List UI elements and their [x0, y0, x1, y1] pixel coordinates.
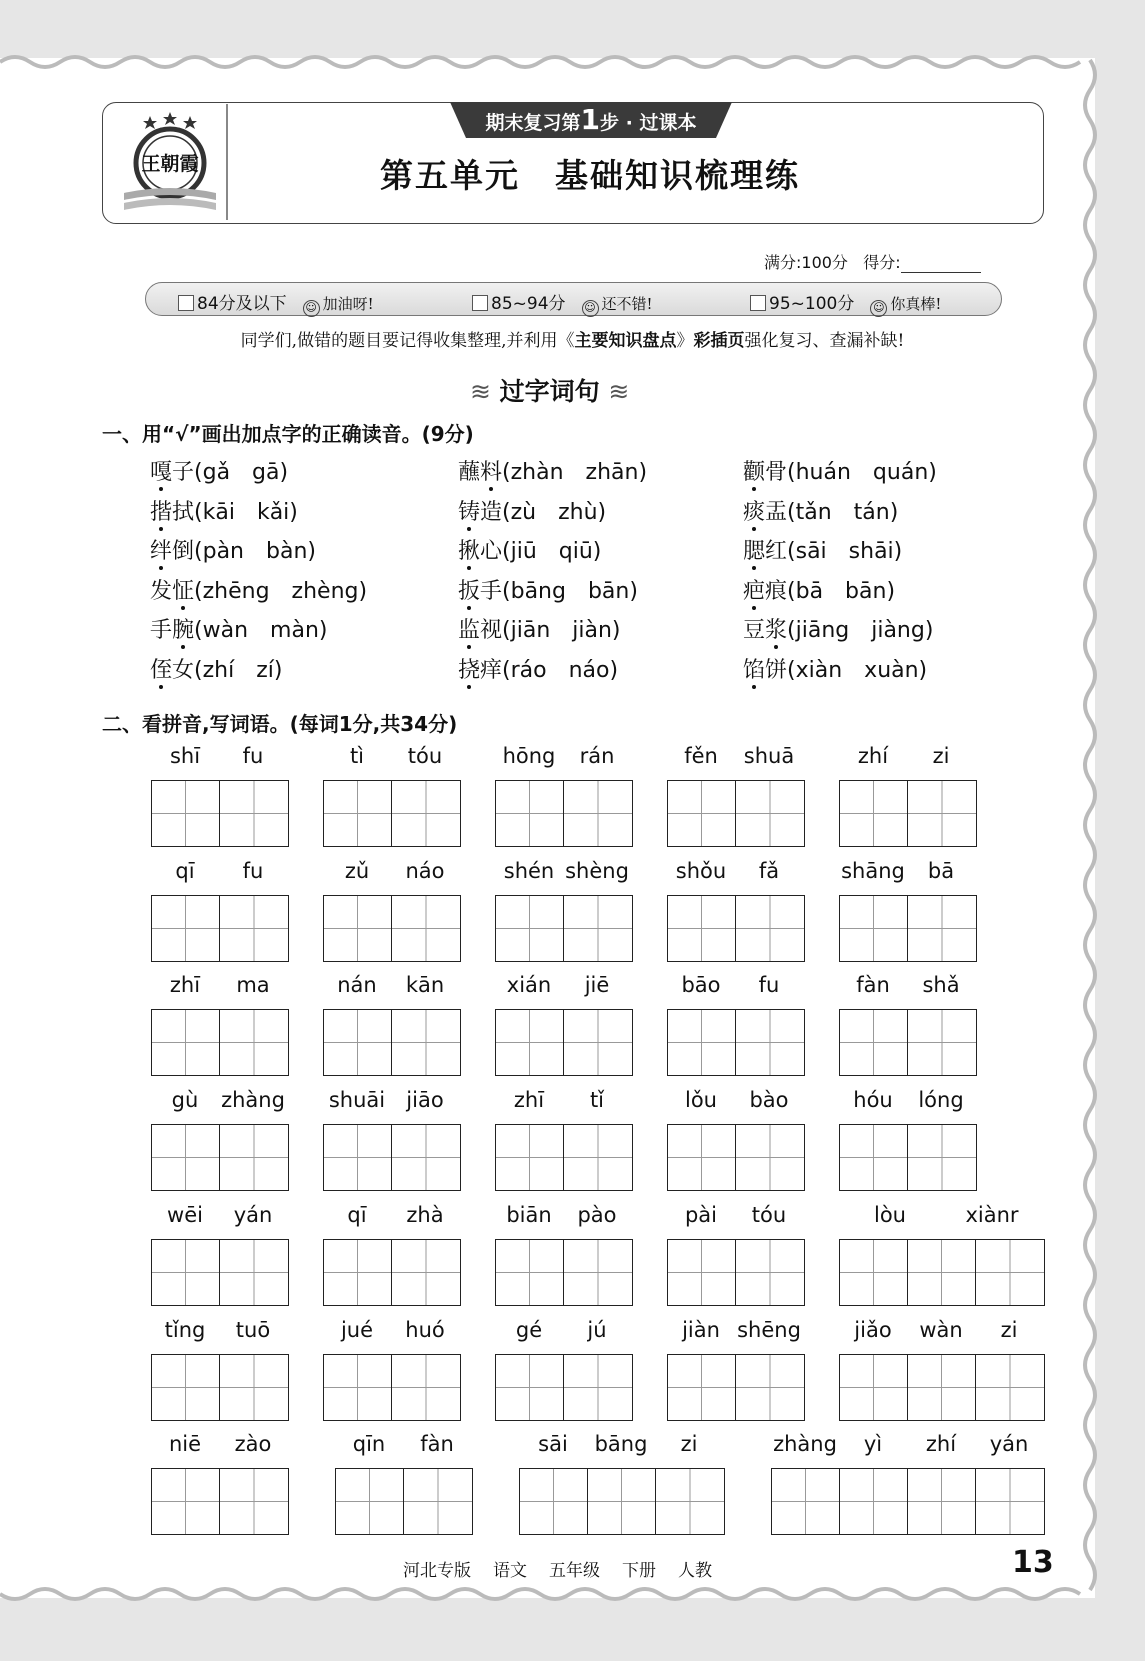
step-tab-num: 1 — [580, 103, 601, 136]
pinyin-syllable: fàn — [420, 1432, 454, 1456]
q1-item[interactable] — [743, 613, 933, 644]
writing-cell[interactable] — [668, 1010, 736, 1075]
q1-item[interactable] — [458, 613, 621, 644]
rating-item — [178, 289, 374, 317]
writing-grid[interactable] — [519, 1468, 725, 1535]
writing-grid[interactable] — [839, 1124, 977, 1191]
q1-py: (bā bān) — [787, 578, 896, 604]
q1-pre: 发 — [150, 578, 173, 604]
q1-post: 手 — [480, 578, 503, 604]
pinyin-syllable: zhí — [925, 1432, 957, 1456]
writing-cell[interactable] — [496, 1240, 564, 1305]
pinyin-syllable: tǐng — [164, 1318, 206, 1342]
q1-dot: 扳 — [458, 578, 481, 604]
tip-part: 同学们,做错的题目要记得收集整理,并利用《 — [240, 331, 575, 351]
pinyin-syllable: nán — [337, 973, 377, 997]
pinyin-syllable: tóu — [407, 744, 443, 768]
writing-cell[interactable] — [908, 1240, 976, 1305]
q1-post: 倒 — [172, 539, 195, 565]
writing-cell[interactable] — [908, 781, 976, 846]
pinyin-syllable: zǔ — [344, 859, 370, 883]
rating-cheer: 你真棒! — [890, 295, 942, 313]
writing-cell[interactable] — [564, 896, 632, 961]
pinyin-syllable: pài — [684, 1203, 718, 1227]
q1-post: 盂 — [765, 499, 788, 525]
writing-cell[interactable] — [668, 896, 736, 961]
pinyin-syllable: shǒu — [675, 859, 727, 883]
q1-py: (zhàn zhān) — [502, 460, 648, 485]
rating-item — [472, 289, 653, 317]
writing-grid[interactable] — [667, 1124, 805, 1191]
page-title: 第五单元 基础知识梳理练 — [380, 156, 800, 195]
q1-py: (pàn bàn) — [194, 539, 316, 565]
q1-item[interactable] — [458, 534, 601, 565]
footer-volume: 下册 — [622, 1561, 656, 1581]
pinyin-syllable: fu — [758, 973, 780, 997]
q1-dot: 绊 — [150, 539, 173, 565]
writing-cell[interactable] — [908, 1469, 976, 1534]
tip-part: 》 — [676, 331, 694, 351]
pinyin-syllable: tóu — [751, 1203, 787, 1227]
q1-post: 痒 — [480, 658, 503, 683]
pinyin-syllable: shèng — [565, 859, 629, 883]
pinyin-syllable: fàn — [856, 973, 890, 997]
q1-item[interactable] — [458, 455, 647, 486]
writing-cell[interactable] — [152, 1125, 220, 1190]
writing-cell[interactable] — [496, 1125, 564, 1190]
writing-cell[interactable] — [736, 781, 804, 846]
pinyin-syllable: shāng — [841, 859, 905, 883]
writing-cell[interactable] — [392, 1240, 460, 1305]
writing-cell[interactable] — [840, 1125, 908, 1190]
q1-py: (sāi shāi) — [787, 539, 903, 565]
writing-cell[interactable] — [564, 1240, 632, 1305]
writing-grid[interactable] — [495, 895, 633, 962]
pinyin-syllable: zhàng — [773, 1432, 837, 1456]
writing-cell[interactable] — [324, 896, 392, 961]
logo-divider — [226, 104, 228, 220]
wave-deco-icon: ≋ — [470, 377, 491, 406]
wave-deco-icon: ≋ — [608, 377, 630, 406]
writing-grid[interactable] — [151, 1239, 289, 1306]
rating-range: 85~94分 — [491, 294, 566, 314]
pinyin-syllable: zi — [932, 744, 950, 768]
pinyin-syllable: wàn — [919, 1318, 963, 1342]
writing-cell[interactable] — [976, 1469, 1044, 1534]
writing-cell[interactable] — [324, 1355, 392, 1420]
pinyin-syllable: bā — [927, 859, 955, 883]
writing-grid[interactable] — [151, 1009, 289, 1076]
writing-cell[interactable] — [392, 1010, 460, 1075]
writing-grid[interactable] — [151, 895, 289, 962]
writing-cell[interactable] — [220, 1240, 288, 1305]
step-tab-pre: 期末复习第 — [485, 112, 581, 134]
q1-pre: 豆 — [743, 618, 766, 644]
pinyin-syllable: zào — [234, 1432, 272, 1456]
writing-cell[interactable] — [152, 1240, 220, 1305]
pinyin-syllable: bào — [749, 1088, 789, 1112]
writing-cell[interactable] — [564, 1010, 632, 1075]
writing-grid[interactable] — [667, 1239, 805, 1306]
q1-item[interactable] — [150, 534, 316, 565]
writing-grid[interactable] — [323, 1009, 461, 1076]
tip-text — [150, 326, 995, 351]
pinyin-syllable: lǒu — [685, 1088, 717, 1112]
writing-grid[interactable] — [839, 1239, 1045, 1306]
writing-cell[interactable] — [668, 1240, 736, 1305]
writing-grid[interactable] — [495, 1354, 633, 1421]
pinyin-syllable: kān — [405, 973, 445, 997]
pinyin-syllable: niē — [168, 1432, 202, 1456]
writing-cell[interactable] — [840, 1469, 908, 1534]
q1-dot: 馅 — [743, 658, 766, 683]
writing-cell[interactable] — [324, 1010, 392, 1075]
writing-cell[interactable] — [736, 1240, 804, 1305]
face-icon: ☺ — [303, 300, 320, 317]
writing-cell[interactable] — [152, 781, 220, 846]
q1-dot: 铸 — [458, 499, 481, 525]
q1-dot: 监 — [458, 618, 481, 644]
writing-cell[interactable] — [668, 1125, 736, 1190]
footer-grade: 五年级 — [549, 1561, 600, 1581]
pinyin-syllable: pào — [577, 1203, 617, 1227]
writing-cell[interactable] — [152, 1355, 220, 1420]
face-icon: ☺ — [870, 300, 887, 317]
q1-py: (zhí zí) — [194, 658, 283, 683]
q1-item[interactable] — [150, 495, 298, 526]
q1-item[interactable] — [743, 534, 902, 565]
q1-dot: 料 — [480, 460, 503, 485]
tip-bold: 彩插页 — [693, 331, 745, 351]
q2-heading: 二、看拼音,写词语。(每词1分,共34分) — [102, 712, 458, 736]
q1-heading: 一、用“√”画出加点字的正确读音。(9分) — [102, 422, 474, 446]
writing-grid[interactable] — [323, 780, 461, 847]
writing-cell[interactable] — [324, 781, 392, 846]
pinyin-syllable: yì — [863, 1432, 883, 1456]
q1-py: (jiān jiàn) — [502, 618, 621, 644]
q1-dot: 嘎 — [150, 460, 173, 485]
q1-dot: 怔 — [172, 578, 195, 604]
pinyin-syllable: rán — [579, 744, 615, 768]
writing-cell[interactable] — [976, 1240, 1044, 1305]
pinyin-syllable: tǐ — [589, 1088, 605, 1112]
q1-py: (zhēng zhèng) — [194, 578, 368, 604]
q1-pre: 手 — [150, 618, 173, 644]
writing-cell[interactable] — [564, 781, 632, 846]
writing-cell[interactable] — [656, 1469, 724, 1534]
rating-band — [145, 282, 1002, 316]
q1-py: (bāng bān) — [502, 578, 638, 604]
q1-pre: 蘸 — [458, 460, 481, 485]
pinyin-syllable: jiē — [584, 973, 610, 997]
tip-part: 强化复习、查漏补缺! — [744, 331, 905, 351]
rating-range: 84分及以下 — [197, 294, 287, 314]
q1-post: 视 — [480, 618, 503, 644]
writing-cell[interactable] — [840, 1355, 908, 1420]
pinyin-syllable: zhà — [406, 1203, 444, 1227]
writing-cell[interactable] — [736, 1010, 804, 1075]
pinyin-syllable: yán — [989, 1432, 1029, 1456]
pinyin-syllable: hóu — [853, 1088, 893, 1112]
writing-grid[interactable] — [839, 1354, 1045, 1421]
q1-post: 骨 — [765, 460, 788, 485]
pinyin-syllable: biān — [506, 1203, 552, 1227]
q1-py: (wàn màn) — [194, 618, 328, 644]
page-number: 13 — [1012, 1545, 1054, 1580]
q1-py: (kāi kǎi) — [194, 499, 298, 525]
writing-cell[interactable] — [152, 1469, 220, 1534]
full-score-label: 满分:100分 — [764, 253, 848, 272]
section-title-text: 过字词句 — [499, 377, 600, 406]
writing-cell[interactable] — [520, 1469, 588, 1534]
footer-subject: 语文 — [493, 1561, 527, 1581]
writing-grid[interactable] — [495, 780, 633, 847]
pinyin-syllable: fu — [242, 859, 264, 883]
writing-cell[interactable] — [668, 1355, 736, 1420]
pinyin-syllable: shuā — [743, 744, 795, 768]
pinyin-syllable: tuō — [235, 1318, 271, 1342]
pinyin-syllable: ma — [236, 973, 270, 997]
writing-grid[interactable] — [667, 1354, 805, 1421]
writing-grid[interactable] — [151, 780, 289, 847]
q1-py: (gǎ gā) — [194, 460, 289, 485]
face-icon: ☺ — [582, 300, 599, 317]
writing-cell[interactable] — [392, 1355, 460, 1420]
pinyin-syllable: jú — [587, 1318, 607, 1342]
pinyin-syllable: shǎ — [922, 973, 960, 997]
writing-cell[interactable] — [220, 1355, 288, 1420]
writing-cell[interactable] — [496, 781, 564, 846]
q1-dot: 腕 — [172, 618, 195, 644]
pinyin-syllable: tì — [349, 744, 365, 768]
writing-grid[interactable] — [839, 895, 977, 962]
writing-cell[interactable] — [668, 781, 736, 846]
q1-py: (zù zhù) — [502, 499, 607, 525]
q1-dot: 疤 — [743, 578, 766, 604]
svg-text:王朝霞: 王朝霞 — [141, 153, 199, 175]
pinyin-syllable: fěn — [684, 744, 718, 768]
writing-grid[interactable] — [495, 1009, 633, 1076]
pinyin-syllable: gé — [515, 1318, 543, 1342]
q1-post: 心 — [480, 539, 503, 565]
writing-cell[interactable] — [496, 1355, 564, 1420]
q1-dot: 揪 — [458, 539, 481, 565]
writing-cell[interactable] — [564, 1125, 632, 1190]
q1-item[interactable] — [150, 613, 327, 644]
pinyin-syllable: gù — [171, 1088, 199, 1112]
writing-cell[interactable] — [976, 1355, 1044, 1420]
q1-item[interactable] — [458, 495, 606, 526]
score-blank[interactable] — [901, 256, 981, 273]
q1-item[interactable] — [743, 653, 927, 684]
q1-py: (jiāng jiàng) — [787, 618, 934, 644]
pinyin-syllable: náo — [405, 859, 445, 883]
q1-post: 饼 — [765, 658, 788, 683]
pinyin-syllable: bāo — [681, 973, 721, 997]
pinyin-syllable: bāng — [594, 1432, 648, 1456]
pinyin-syllable: qī — [347, 1203, 367, 1227]
q1-py: (jiū qiū) — [502, 539, 602, 565]
pinyin-syllable: wēi — [167, 1203, 203, 1227]
writing-cell[interactable] — [220, 1469, 288, 1534]
q1-py: (tǎn tán) — [787, 499, 899, 525]
pinyin-syllable: zhī — [513, 1088, 545, 1112]
pinyin-syllable: fǎ — [758, 859, 780, 883]
q1-item[interactable] — [458, 574, 638, 605]
pinyin-syllable: qī — [175, 859, 195, 883]
q1-item[interactable] — [743, 574, 895, 605]
pinyin-syllable: shén — [503, 859, 555, 883]
step-tab-post: 步 · 过课本 — [600, 112, 697, 134]
writing-cell[interactable] — [404, 1469, 472, 1534]
writing-cell[interactable] — [840, 1010, 908, 1075]
writing-cell[interactable] — [220, 781, 288, 846]
pinyin-syllable: xián — [506, 973, 552, 997]
writing-cell[interactable] — [152, 1010, 220, 1075]
pinyin-syllable: zhī — [169, 973, 201, 997]
writing-cell[interactable] — [736, 1125, 804, 1190]
writing-cell[interactable] — [588, 1469, 656, 1534]
pinyin-syllable: jiāo — [406, 1088, 444, 1112]
rating-checkbox[interactable] — [750, 295, 766, 311]
pinyin-syllable: sāi — [538, 1432, 568, 1456]
pinyin-syllable: lóng — [918, 1088, 964, 1112]
writing-grid[interactable] — [495, 1239, 633, 1306]
writing-cell[interactable] — [840, 896, 908, 961]
pinyin-syllable: jiǎo — [854, 1318, 892, 1342]
step-tab — [450, 102, 732, 138]
q1-post: 造 — [480, 499, 503, 525]
pinyin-syllable: qīn — [352, 1432, 386, 1456]
q1-post: 子 — [172, 460, 195, 485]
writing-grid[interactable] — [839, 1009, 977, 1076]
writing-cell[interactable] — [908, 1125, 976, 1190]
pinyin-syllable: hōng — [502, 744, 556, 768]
pinyin-syllable: zhàng — [221, 1088, 285, 1112]
pinyin-syllable: shuāi — [328, 1088, 386, 1112]
q1-py: (ráo náo) — [502, 658, 619, 683]
q1-py: (xiàn xuàn) — [787, 658, 928, 683]
q1-item[interactable] — [458, 653, 618, 684]
footer — [403, 1556, 734, 1581]
writing-cell[interactable] — [220, 1010, 288, 1075]
rating-cheer: 还不错! — [601, 295, 653, 313]
pinyin-syllable: zi — [680, 1432, 698, 1456]
tip-bold: 主要知识盘点 — [574, 331, 677, 351]
score-line — [764, 250, 981, 273]
q1-post: 拭 — [172, 499, 195, 525]
pinyin-syllable: jiàn — [682, 1318, 720, 1342]
writing-cell[interactable] — [908, 1010, 976, 1075]
writing-cell[interactable] — [840, 781, 908, 846]
rating-checkbox[interactable] — [178, 295, 194, 311]
pinyin-syllable: zi — [1000, 1318, 1018, 1342]
q1-item[interactable] — [150, 653, 282, 684]
pinyin-syllable: shī — [169, 744, 201, 768]
writing-grid[interactable] — [495, 1124, 633, 1191]
got-score-label: 得分: — [863, 253, 901, 272]
writing-cell[interactable] — [324, 1240, 392, 1305]
q1-item[interactable] — [743, 495, 898, 526]
q1-dot: 腮 — [743, 539, 766, 565]
rating-range: 95~100分 — [769, 294, 855, 314]
writing-grid[interactable] — [667, 780, 805, 847]
pinyin-syllable: zhí — [857, 744, 889, 768]
pinyin-syllable: fu — [242, 744, 264, 768]
pinyin-syllable: lòu — [874, 1203, 906, 1227]
writing-cell[interactable] — [392, 781, 460, 846]
writing-grid[interactable] — [335, 1468, 473, 1535]
writing-grid[interactable] — [771, 1468, 1045, 1535]
q1-item[interactable] — [150, 455, 288, 486]
writing-grid[interactable] — [323, 1239, 461, 1306]
writing-grid[interactable] — [323, 1354, 461, 1421]
writing-cell[interactable] — [152, 896, 220, 961]
writing-grid[interactable] — [323, 895, 461, 962]
writing-cell[interactable] — [564, 1355, 632, 1420]
q1-dot: 颧 — [743, 460, 766, 485]
writing-grid[interactable] — [323, 1124, 461, 1191]
q1-post: 女 — [172, 658, 195, 683]
writing-grid[interactable] — [667, 895, 805, 962]
pinyin-syllable: yán — [233, 1203, 273, 1227]
writing-cell[interactable] — [220, 1125, 288, 1190]
writing-cell[interactable] — [908, 896, 976, 961]
writing-cell[interactable] — [908, 1355, 976, 1420]
pinyin-syllable: jué — [340, 1318, 374, 1342]
q1-dot: 痰 — [743, 499, 766, 525]
writing-cell[interactable] — [736, 896, 804, 961]
writing-cell[interactable] — [220, 896, 288, 961]
writing-cell[interactable] — [496, 896, 564, 961]
writing-cell[interactable] — [840, 1240, 908, 1305]
pinyin-syllable: xiànr — [965, 1203, 1019, 1227]
writing-cell[interactable] — [736, 1355, 804, 1420]
writing-grid[interactable] — [151, 1354, 289, 1421]
writing-grid[interactable] — [151, 1468, 289, 1535]
section-title — [470, 372, 629, 408]
q1-py: (huán quán) — [787, 460, 937, 485]
writing-cell[interactable] — [392, 896, 460, 961]
writing-cell[interactable] — [336, 1469, 404, 1534]
footer-region: 河北专版 — [403, 1561, 471, 1581]
writing-grid[interactable] — [839, 780, 977, 847]
rating-checkbox[interactable] — [472, 295, 488, 311]
footer-publisher: 人教 — [678, 1561, 712, 1581]
q1-dot: 浆 — [765, 618, 788, 644]
writing-cell[interactable] — [392, 1125, 460, 1190]
q1-item[interactable] — [150, 574, 367, 605]
q1-dot: 侄 — [150, 658, 173, 683]
writing-cell[interactable] — [324, 1125, 392, 1190]
writing-cell[interactable] — [772, 1469, 840, 1534]
q1-item[interactable] — [743, 455, 937, 486]
writing-grid[interactable] — [667, 1009, 805, 1076]
q1-post: 痕 — [765, 578, 788, 604]
rating-item — [750, 289, 941, 317]
q1-post: 红 — [765, 539, 788, 565]
q1-dot: 挠 — [458, 658, 481, 683]
writing-grid[interactable] — [151, 1124, 289, 1191]
rating-cheer: 加油呀! — [322, 295, 374, 313]
pinyin-syllable: shēng — [737, 1318, 801, 1342]
publisher-logo — [120, 108, 220, 218]
pinyin-syllable: huó — [405, 1318, 445, 1342]
writing-cell[interactable] — [496, 1010, 564, 1075]
q1-dot: 揩 — [150, 499, 173, 525]
